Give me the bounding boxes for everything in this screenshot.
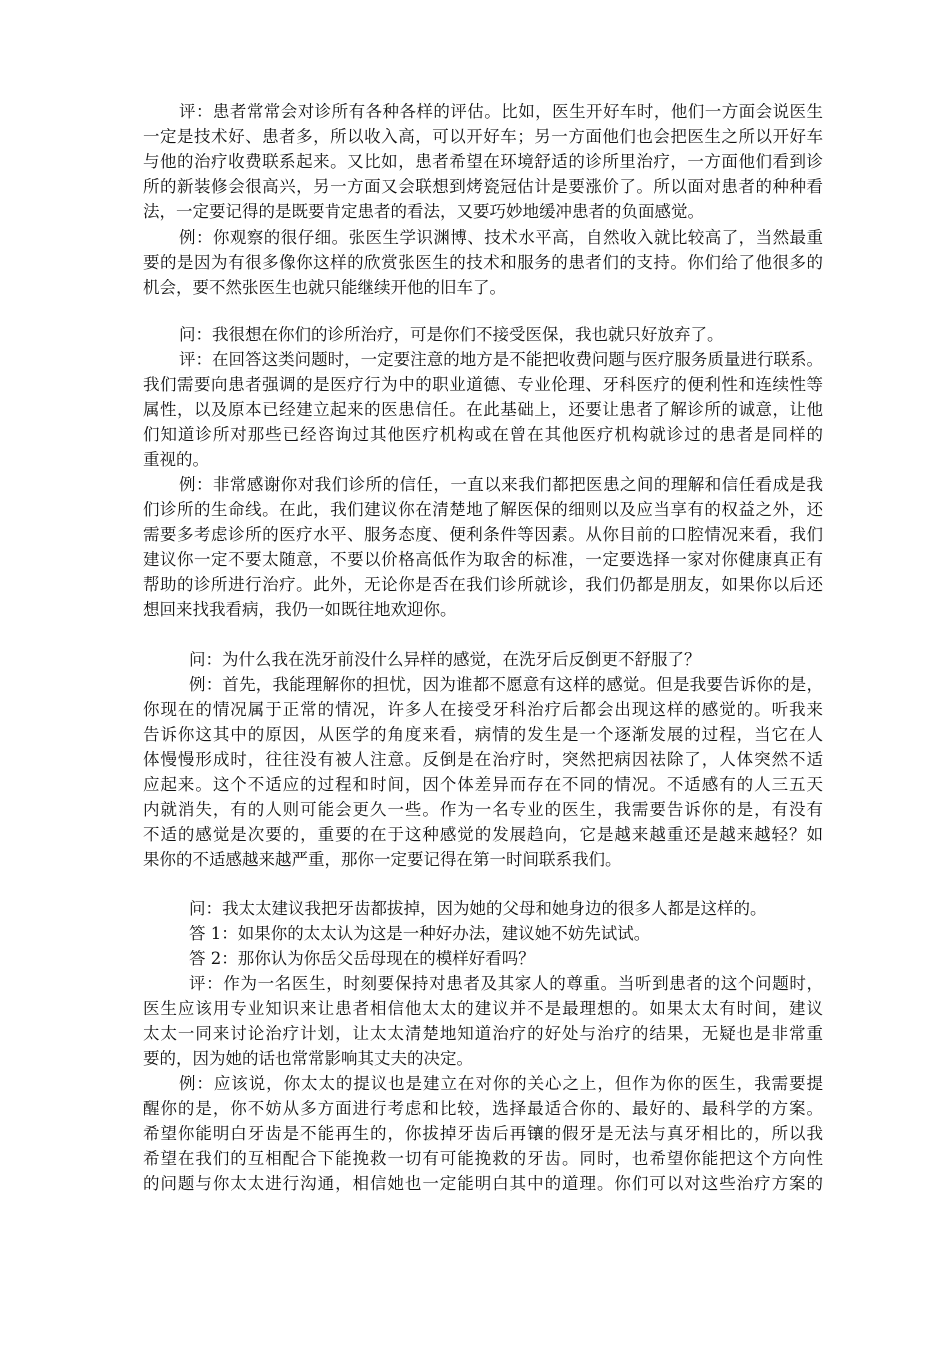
paragraph-line: 例：非常感谢你对我们诊所的信任，一直以来我们都把医患之间的理解和信任看成是我 bbox=[179, 475, 823, 494]
paragraph-line: 问：我很想在你们的诊所治疗，可是你们不接受医保，我也就只好放弃了。 bbox=[179, 325, 724, 344]
paragraph-line: 需要多考虑诊所的医疗水平、服务态度、便利条件等因素。从你目前的口腔情况来看，我们 bbox=[143, 525, 823, 544]
paragraph-line: 评：作为一名医生，时刻要保持对患者及其家人的尊重。当听到患者的这个问题时， bbox=[189, 974, 823, 993]
paragraph-line: 问：我太太建议我把牙齿都拔掉，因为她的父母和她身边的很多人都是这样的。 bbox=[189, 899, 767, 918]
paragraph-line: 告诉你这其中的原因，从医学的角度来看，病情的发生是一个逐渐发展的过程，当它在人 bbox=[143, 725, 823, 744]
paragraph-line: 例：你观察的很仔细。张医生学识渊博、技术水平高，自然收入就比较高了，当然最重 bbox=[179, 228, 823, 247]
paragraph-line: 们知道诊所对那些已经咨询过其他医疗机构或在曾在其他医疗机构就诊过的患者是同样的 bbox=[143, 425, 823, 444]
paragraph-line: 一定是技术好、患者多，所以收入高，可以开好车；另一方面他们也会把医生之所以开好车 bbox=[143, 127, 823, 146]
paragraph-line: 属性，以及原本已经建立起来的医患信任。在此基础上，还要让患者了解诊所的诚意，让他 bbox=[143, 400, 823, 419]
paragraph-line: 的问题与你太太进行沟通，相信她也一定能明白其中的道理。你们可以对这些治疗方案的 bbox=[143, 1174, 823, 1193]
paragraph-line: 醒你的是，你不妨从多方面进行考虑和比较，选择最适合你的、最好的、最科学的方案。 bbox=[143, 1099, 823, 1118]
paragraph-line: 想回来找我看病，我仍一如既往地欢迎你。 bbox=[143, 600, 457, 619]
paragraph-line: 果你的不适感越来越严重，那你一定要记得在第一时间联系我们。 bbox=[143, 850, 622, 869]
paragraph-line: 我们需要向患者强调的是医疗行为中的职业道德、专业伦理、牙科医疗的便利性和连续性等 bbox=[143, 375, 823, 394]
paragraph-line: 希望你能明白牙齿是不能再生的，你拔掉牙齿后再镶的假牙是无法与真牙相比的，所以我 bbox=[143, 1124, 823, 1143]
paragraph-line: 不适的感觉是次要的，重要的在于这种感觉的发展趋向，它是越来越重还是越来越轻？如 bbox=[143, 825, 823, 844]
paragraph-line: 帮助的诊所进行治疗。此外，无论你是否在我们诊所就诊，我们仍都是朋友，如果你以后还 bbox=[143, 575, 823, 594]
paragraph-line: 体慢慢形成时，往往没有被人注意。反倒是在治疗时，突然把病因祛除了，人体突然不适 bbox=[143, 750, 823, 769]
paragraph-line: 希望在我们的互相配合下能挽救一切有可能挽救的牙齿。同时，也希望你能把这个方向性 bbox=[143, 1149, 823, 1168]
paragraph-line: 评：在回答这类问题时，一定要注意的地方是不能把收费问题与医疗服务质量进行联系。 bbox=[179, 350, 823, 369]
paragraph-line: 建议你一定不要太随意，不要以价格高低作为取舍的标准，一定要选择一家对你健康真正有 bbox=[143, 550, 823, 569]
paragraph-line: 问：为什么我在洗牙前没什么异样的感觉，在洗牙后反倒更不舒服了？ bbox=[189, 650, 701, 669]
paragraph-line: 太太一同来讨论治疗计划，让太太清楚地知道治疗的好处与治疗的结果，无疑也是非常重 bbox=[143, 1024, 823, 1043]
paragraph-line: 重视的。 bbox=[143, 450, 209, 469]
paragraph-line: 答 2：那你认为你岳父岳母现在的模样好看吗？ bbox=[189, 949, 535, 968]
paragraph-line: 法，一定要记得的是既要肯定患者的看法，又要巧妙地缓冲患者的负面感觉。 bbox=[143, 202, 704, 221]
paragraph-line: 你现在的情况属于正常的情况，许多人在接受牙科治疗后都会出现这样的感觉的。听我来 bbox=[143, 700, 823, 719]
paragraph-line: 应起来。这个不适应的过程和时间，因个体差异而存在不同的情况。不适感有的人三五天 bbox=[143, 775, 823, 794]
paragraph-line: 内就消失，有的人则可能会更久一些。作为一名专业的医生，我需要告诉你的是，有没有 bbox=[143, 800, 823, 819]
paragraph-line: 答 1：如果你的太太认为这是一种好办法，建议她不妨先试试。 bbox=[189, 924, 651, 943]
paragraph-line: 评：患者常常会对诊所有各种各样的评估。比如，医生开好车时，他们一方面会说医生 bbox=[179, 102, 823, 121]
paragraph-line: 例：应该说，你太太的提议也是建立在对你的关心之上，但作为你的医生，我需要提 bbox=[179, 1074, 823, 1093]
paragraph-line: 要的是因为有很多像你这样的欣赏张医生的技术和服务的患者们的支持。你们给了他很多的 bbox=[143, 253, 823, 272]
paragraph-line: 例：首先，我能理解你的担忧，因为谁都不愿意有这样的感觉。但是我要告诉你的是， bbox=[189, 675, 823, 694]
paragraph-line: 所的新装修会很高兴，另一方面又会联想到烤瓷冠估计是要涨价了。所以面对患者的种种看 bbox=[143, 177, 823, 196]
paragraph-line: 医生应该用专业知识来让患者相信他太太的建议并不是最理想的。如果太太有时间，建议 bbox=[143, 999, 823, 1018]
paragraph-line: 们诊所的生命线。在此，我们建议你在清楚地了解医保的细则以及应当享有的权益之外，还 bbox=[143, 500, 823, 519]
paragraph-line: 与他的治疗收费联系起来。又比如，患者希望在环境舒适的诊所里治疗，一方面他们看到诊 bbox=[143, 152, 823, 171]
paragraph-line: 要的，因为她的话也常常影响其丈夫的决定。 bbox=[143, 1049, 473, 1068]
paragraph-line: 机会，要不然张医生也就只能继续开他的旧车了。 bbox=[143, 278, 506, 297]
